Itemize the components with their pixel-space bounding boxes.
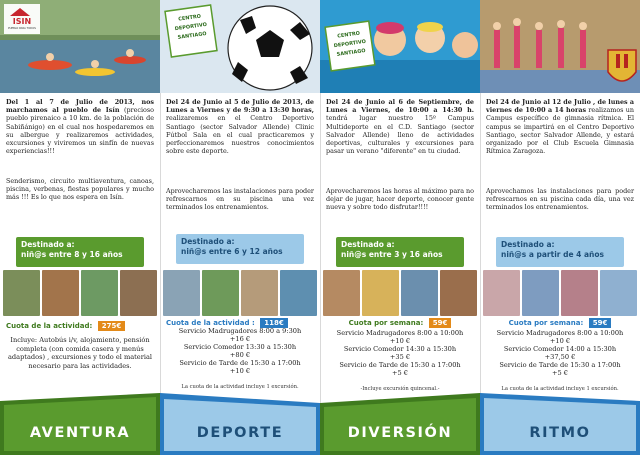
dest-value: niñ@s entre 6 y 12 años bbox=[181, 247, 283, 256]
banner-deporte-label: DEPORTE bbox=[196, 425, 284, 441]
photo-thumb bbox=[163, 270, 200, 316]
column-aventura bbox=[0, 0, 160, 455]
service-line: Servicio de Tarde de 15:30 a 17:00h bbox=[339, 360, 461, 369]
service-price: +10 € bbox=[229, 366, 251, 375]
photo-thumb bbox=[241, 270, 278, 316]
service-price: +35 € bbox=[389, 352, 411, 361]
service-line: Servicio de Tarde de 15:30 a 17:00h bbox=[499, 360, 621, 369]
dest-value: niñ@s entre 8 y 16 años bbox=[21, 250, 123, 259]
dest-title: Destinado a: bbox=[501, 240, 555, 249]
deporte-destinado-box bbox=[176, 234, 304, 264]
diversion-destinado-box bbox=[336, 237, 464, 267]
diversion-para2: Aprovecharemos las horas al máximo para no dejar de jugar, hacer deporte, conocer gente nueva y sobre todo disfrutar!!!! bbox=[326, 187, 474, 212]
service-price: +37,50 € bbox=[544, 352, 576, 361]
banner-aventura-label: AVENTURA bbox=[29, 425, 131, 441]
diversion-photo-strip bbox=[323, 270, 477, 316]
ritmo-photo-strip bbox=[483, 270, 637, 316]
deporte-para2: Aprovecharemos las instalaciones para poder refrescarnos en su piscina una vez terminados los entrenamientos. bbox=[166, 187, 314, 212]
aventura-intro bbox=[6, 98, 154, 155]
ritmo-services bbox=[486, 330, 634, 377]
banner-diversion bbox=[320, 393, 480, 455]
ritmo-para2: Aprovechamos las instalaciones para poder refrescarnos en su piscina cada día, una vez terminados los entrenamientos. bbox=[486, 187, 634, 212]
banner-ritmo bbox=[480, 393, 640, 455]
banner-aventura bbox=[0, 393, 160, 455]
photo-thumb bbox=[81, 270, 118, 316]
ritmo-intro bbox=[486, 98, 634, 155]
service-line: Servicio Madrugadores 8:00 a 10:00h bbox=[336, 329, 464, 337]
column-deporte bbox=[160, 0, 320, 455]
service-price: +16 € bbox=[229, 334, 251, 343]
aventura-intro-bold: Del 1 al 7 de Julio de 2013, nos marchamos al pueblo de Isín bbox=[6, 98, 154, 115]
diversion-note: -Incluye excursión quincenal.- bbox=[360, 386, 440, 392]
price-badge: 118€ bbox=[260, 318, 287, 328]
price-badge: 59€ bbox=[589, 318, 612, 328]
banner-deporte bbox=[160, 393, 320, 455]
price-label: Cuota por semana: bbox=[348, 319, 424, 327]
dest-value: niñ@s a partir de 4 años bbox=[501, 250, 605, 259]
column-diversion bbox=[320, 0, 480, 455]
price-label: Cuota de la actividad: bbox=[6, 322, 93, 330]
hero-photo-football bbox=[160, 0, 320, 93]
deporte-intro-rest: realizaremos en el Centro Deportivo Santiago (sector Salvador Allende) Clinic Fútbol Sala en el cual practicaremos y perfeccionaremos nuestros conocimientos sobre este deporte. bbox=[166, 114, 314, 156]
photo-thumb bbox=[42, 270, 79, 316]
diversion-intro-bold: Del 24 de Junio al 6 de Septiembre, de Lunes a Viernes, de 10:00 a 14:30 h. bbox=[326, 98, 474, 115]
photo-thumb bbox=[202, 270, 239, 316]
logo-isin-title: ISIN bbox=[12, 17, 32, 26]
deporte-photo-strip bbox=[163, 270, 317, 316]
diversion-intro-rest: tendrá lugar nuestro 15º Campus Multideporte en el C.D. Santiago (sector Salvador Allende) lleno de actividades deportivas, culturales y excursiones para pasar un verano "diferente" en tu ciudad. bbox=[326, 114, 474, 156]
aventura-includes: Incluye: Autobús i/v, alojamiento, pensión completa (con comida casera y menús adaptados) , excursiones y todo el material necesario para las actividades. bbox=[8, 336, 152, 370]
aventura-intro-rest: (precioso pueblo pirenaico a 10 km. de la población de Sabiñánigo) en el cual nos hospedaremos en su albergue y realizaremos actividades, excursiones y viviremos un sinfín de nuevas experiencias!!! bbox=[6, 106, 154, 156]
dest-title: Destinado a: bbox=[341, 240, 395, 249]
photo-thumb bbox=[280, 270, 317, 316]
hero-photo-pool-kids bbox=[320, 0, 480, 93]
service-line: Servicio Comedor 13:30 a 15:30h bbox=[183, 342, 297, 351]
photo-thumb bbox=[3, 270, 40, 316]
price-badge: 275€ bbox=[98, 321, 125, 331]
price-label: Cuota por semana: bbox=[508, 319, 584, 327]
service-line: Servicio de Tarde de 15:30 a 17:00h bbox=[179, 358, 301, 367]
photo-thumb bbox=[522, 270, 559, 316]
photo-thumb bbox=[120, 270, 157, 316]
dest-title: Destinado a: bbox=[21, 240, 75, 249]
hero-photo-canoes bbox=[0, 0, 160, 93]
ritmo-price-row bbox=[486, 318, 634, 328]
aventura-para2: Senderismo, circuito multiaventura, canoas, piscina, verbenas, fiestas populares y mucho más !!! Es lo que nos espera en Isín. bbox=[6, 177, 154, 202]
deporte-note: La cuota de la actividad incluye 1 excursión. bbox=[181, 384, 299, 390]
photo-thumb bbox=[483, 270, 520, 316]
ritmo-note: La cuota de la actividad incluye 1 excursión. bbox=[501, 386, 619, 392]
photo-thumb bbox=[362, 270, 399, 316]
photo-thumb bbox=[600, 270, 637, 316]
seal-line: SANTIAGO bbox=[336, 47, 367, 58]
service-price: +10 € bbox=[389, 336, 411, 345]
service-price: +5 € bbox=[551, 368, 568, 377]
hero-photo-gymnasts bbox=[480, 0, 640, 93]
seal-line: CENTRO bbox=[177, 13, 202, 23]
seal-deporte bbox=[168, 11, 213, 44]
deporte-intro-bold: Del 24 de Junio al 5 de Julio de 2013, de Lunes a Viernes y de 9:30 a 13:30 horas, bbox=[166, 98, 314, 115]
banner-diversion-label: DIVERSIÓN bbox=[347, 425, 453, 441]
banner-ritmo-label: RITMO bbox=[529, 425, 591, 441]
service-line: Servicio Madrugadores 8:00 a 10:00h bbox=[496, 329, 624, 337]
photo-thumb bbox=[401, 270, 438, 316]
column-ritmo bbox=[480, 0, 640, 455]
seal-line: DEPORTIVO bbox=[174, 21, 208, 33]
price-badge: 59€ bbox=[429, 318, 452, 328]
service-price: +80 € bbox=[229, 350, 251, 359]
deporte-services bbox=[166, 328, 314, 375]
aventura-price-row bbox=[6, 321, 154, 331]
price-label: Cuota de la actividad : bbox=[166, 319, 255, 327]
seal-line: CENTRO bbox=[336, 30, 361, 40]
deporte-intro bbox=[166, 98, 314, 155]
ritmo-intro-rest: realizamos un Campus específico de gimnasia rítmica. El campus se impartirá en el Centro Deportivo Santiago, sector Salvador Allende, y estará organizado por el Club Escuela Gimnasia Rítmica Zaragoza. bbox=[486, 106, 634, 156]
photo-thumb bbox=[561, 270, 598, 316]
service-price: +5 € bbox=[391, 368, 408, 377]
seal-diversion bbox=[327, 28, 372, 61]
ritmo-intro-bold: Del 24 de Junio al 12 de Julio , de lunes a viernes de 10:00 a 14 horas bbox=[486, 98, 635, 115]
seal-line: SANTIAGO bbox=[177, 30, 208, 41]
logo-isin-subtitle: PUEBLO PARA TODOS bbox=[8, 27, 36, 30]
dest-title: Destinado a: bbox=[181, 237, 235, 246]
service-line: Servicio Comedor 14:00 a 15:30h bbox=[503, 344, 617, 353]
diversion-price-row bbox=[326, 318, 474, 328]
seal-line: DEPORTIVO bbox=[333, 38, 367, 50]
service-price: +10 € bbox=[549, 336, 571, 345]
ritmo-destinado-box bbox=[496, 237, 624, 267]
photo-thumb bbox=[323, 270, 360, 316]
diversion-services bbox=[326, 330, 474, 377]
aventura-photo-strip bbox=[3, 270, 157, 316]
photo-thumb bbox=[440, 270, 477, 316]
service-line: Servicio Madrugadores 8:00 a 9:30h bbox=[178, 327, 302, 335]
diversion-intro bbox=[326, 98, 474, 155]
aventura-destinado-box bbox=[16, 237, 144, 267]
dest-value: niñ@s entre 3 y 16 años bbox=[341, 250, 443, 259]
service-line: Servicio Comedor 14:30 a 15:30h bbox=[343, 344, 457, 353]
